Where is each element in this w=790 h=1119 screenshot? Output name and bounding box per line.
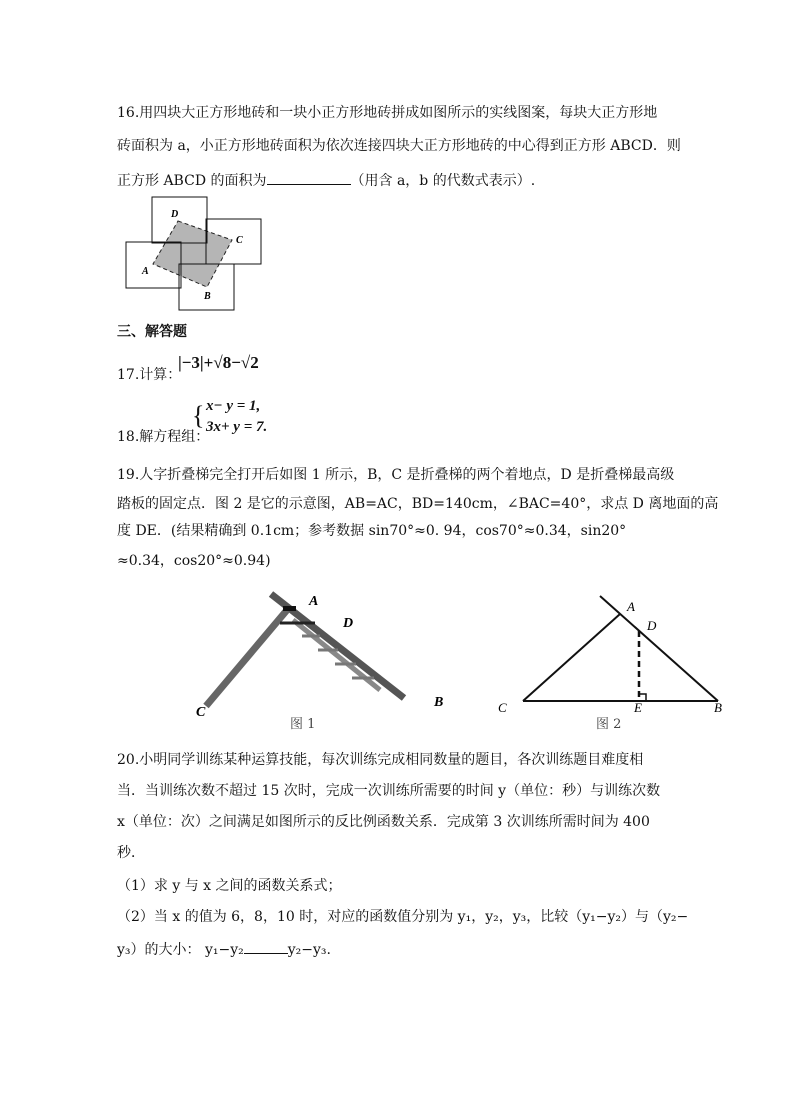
q20-part2-line2 [117, 939, 331, 959]
q20-part2-pre: y₃）的大小： y₁−y₂ [117, 942, 244, 958]
hinge [283, 606, 296, 611]
q18-eq1: x− y = 1, [206, 398, 261, 414]
q16-line1: 16.用四块大正方形地砖和一块小正方形地砖拼成如图所示的实线图案，每块大正方形地 [117, 105, 658, 121]
q20-part2-post: y₂−y₃. [287, 942, 331, 958]
fig2-label-a: A [627, 599, 635, 614]
fig1-label-a: A [309, 594, 319, 609]
q20-part2-line1: （2）当 x 的值为 6，8，10 时，对应的函数值分别为 y₁，y₂，y₃，比较（y₁−y₂）与（y₂− [117, 909, 689, 925]
fig1-label-c: C [196, 705, 206, 720]
fig2-caption: 图 2 [596, 717, 622, 732]
q16-line3-pre: 正方形 ABCD 的面积为 [117, 173, 267, 189]
figure-2-diagram [523, 596, 718, 701]
q20-line1: 20.小明同学训练某种运算技能，每次训练完成相同数量的题目，各次训练题目难度相 [117, 752, 644, 768]
label-a: A [142, 266, 149, 277]
q17-expression: |−3|+√8−√2 [178, 353, 259, 372]
q17-label: 17.计算： [117, 367, 182, 383]
q16-line2: 砖面积为 a，小正方形地砖面积为依次连接四块大正方形地砖的中心得到正方形 ABCD．则 [117, 138, 681, 154]
fig1-label-d: D [343, 616, 354, 631]
q20-line3: x（单位：次）之间满足如图所示的反比例函数关系．完成第 3 次训练所需时间为 400 [117, 814, 650, 830]
line-ab [600, 596, 718, 701]
q18-label: 18.解方程组： [117, 429, 210, 445]
label-b: B [204, 291, 211, 302]
fig2-label-b: B [714, 700, 722, 715]
q20-part1: （1）求 y 与 x 之间的函数关系式； [117, 878, 342, 894]
label-d: D [171, 209, 179, 220]
section-heading: 三、解答题 [117, 324, 187, 340]
fig2-label-c: C [498, 700, 507, 715]
label-c: C [236, 235, 243, 246]
fig2-label-d: D [647, 618, 657, 633]
fig2-label-e: E [634, 700, 642, 715]
brace: { [192, 401, 205, 430]
q19-line1: 19.人字折叠梯完全打开后如图 1 所示，B，C 是折叠梯的两个着地点，D 是折叠梯最高级 [117, 467, 675, 483]
fig1-label-b: B [434, 695, 444, 710]
fig1-caption: 图 1 [290, 717, 316, 732]
q19-line2: 踏板的固定点．图 2 是它的示意图，AB=AC，BD=140cm，∠BAC=40°，求点 D 离地面的高 [117, 496, 719, 512]
figure-1-ladder-photo [196, 594, 443, 732]
q16-line3-post: （用含 a，b 的代数式表示）. [350, 173, 536, 189]
q19-line3: 度 DE．(结果精确到 0.1cm；参考数据 sin70°≈0. 94，cos70°≈0.34，sin20° [117, 523, 627, 539]
q20-line2: 当．当训练次数不超过 15 次时，完成一次训练所需要的时间 y（单位：秒）与训练次数 [117, 783, 661, 799]
q20-line4: 秒． [117, 845, 145, 861]
q19-line4: ≈0.34，cos20°≈0.94) [117, 553, 271, 569]
answer-blank [244, 939, 288, 954]
ladder-rail-c [206, 610, 287, 706]
q18-eq2: 3x+ y = 7. [206, 419, 268, 435]
line-ac [523, 614, 620, 701]
